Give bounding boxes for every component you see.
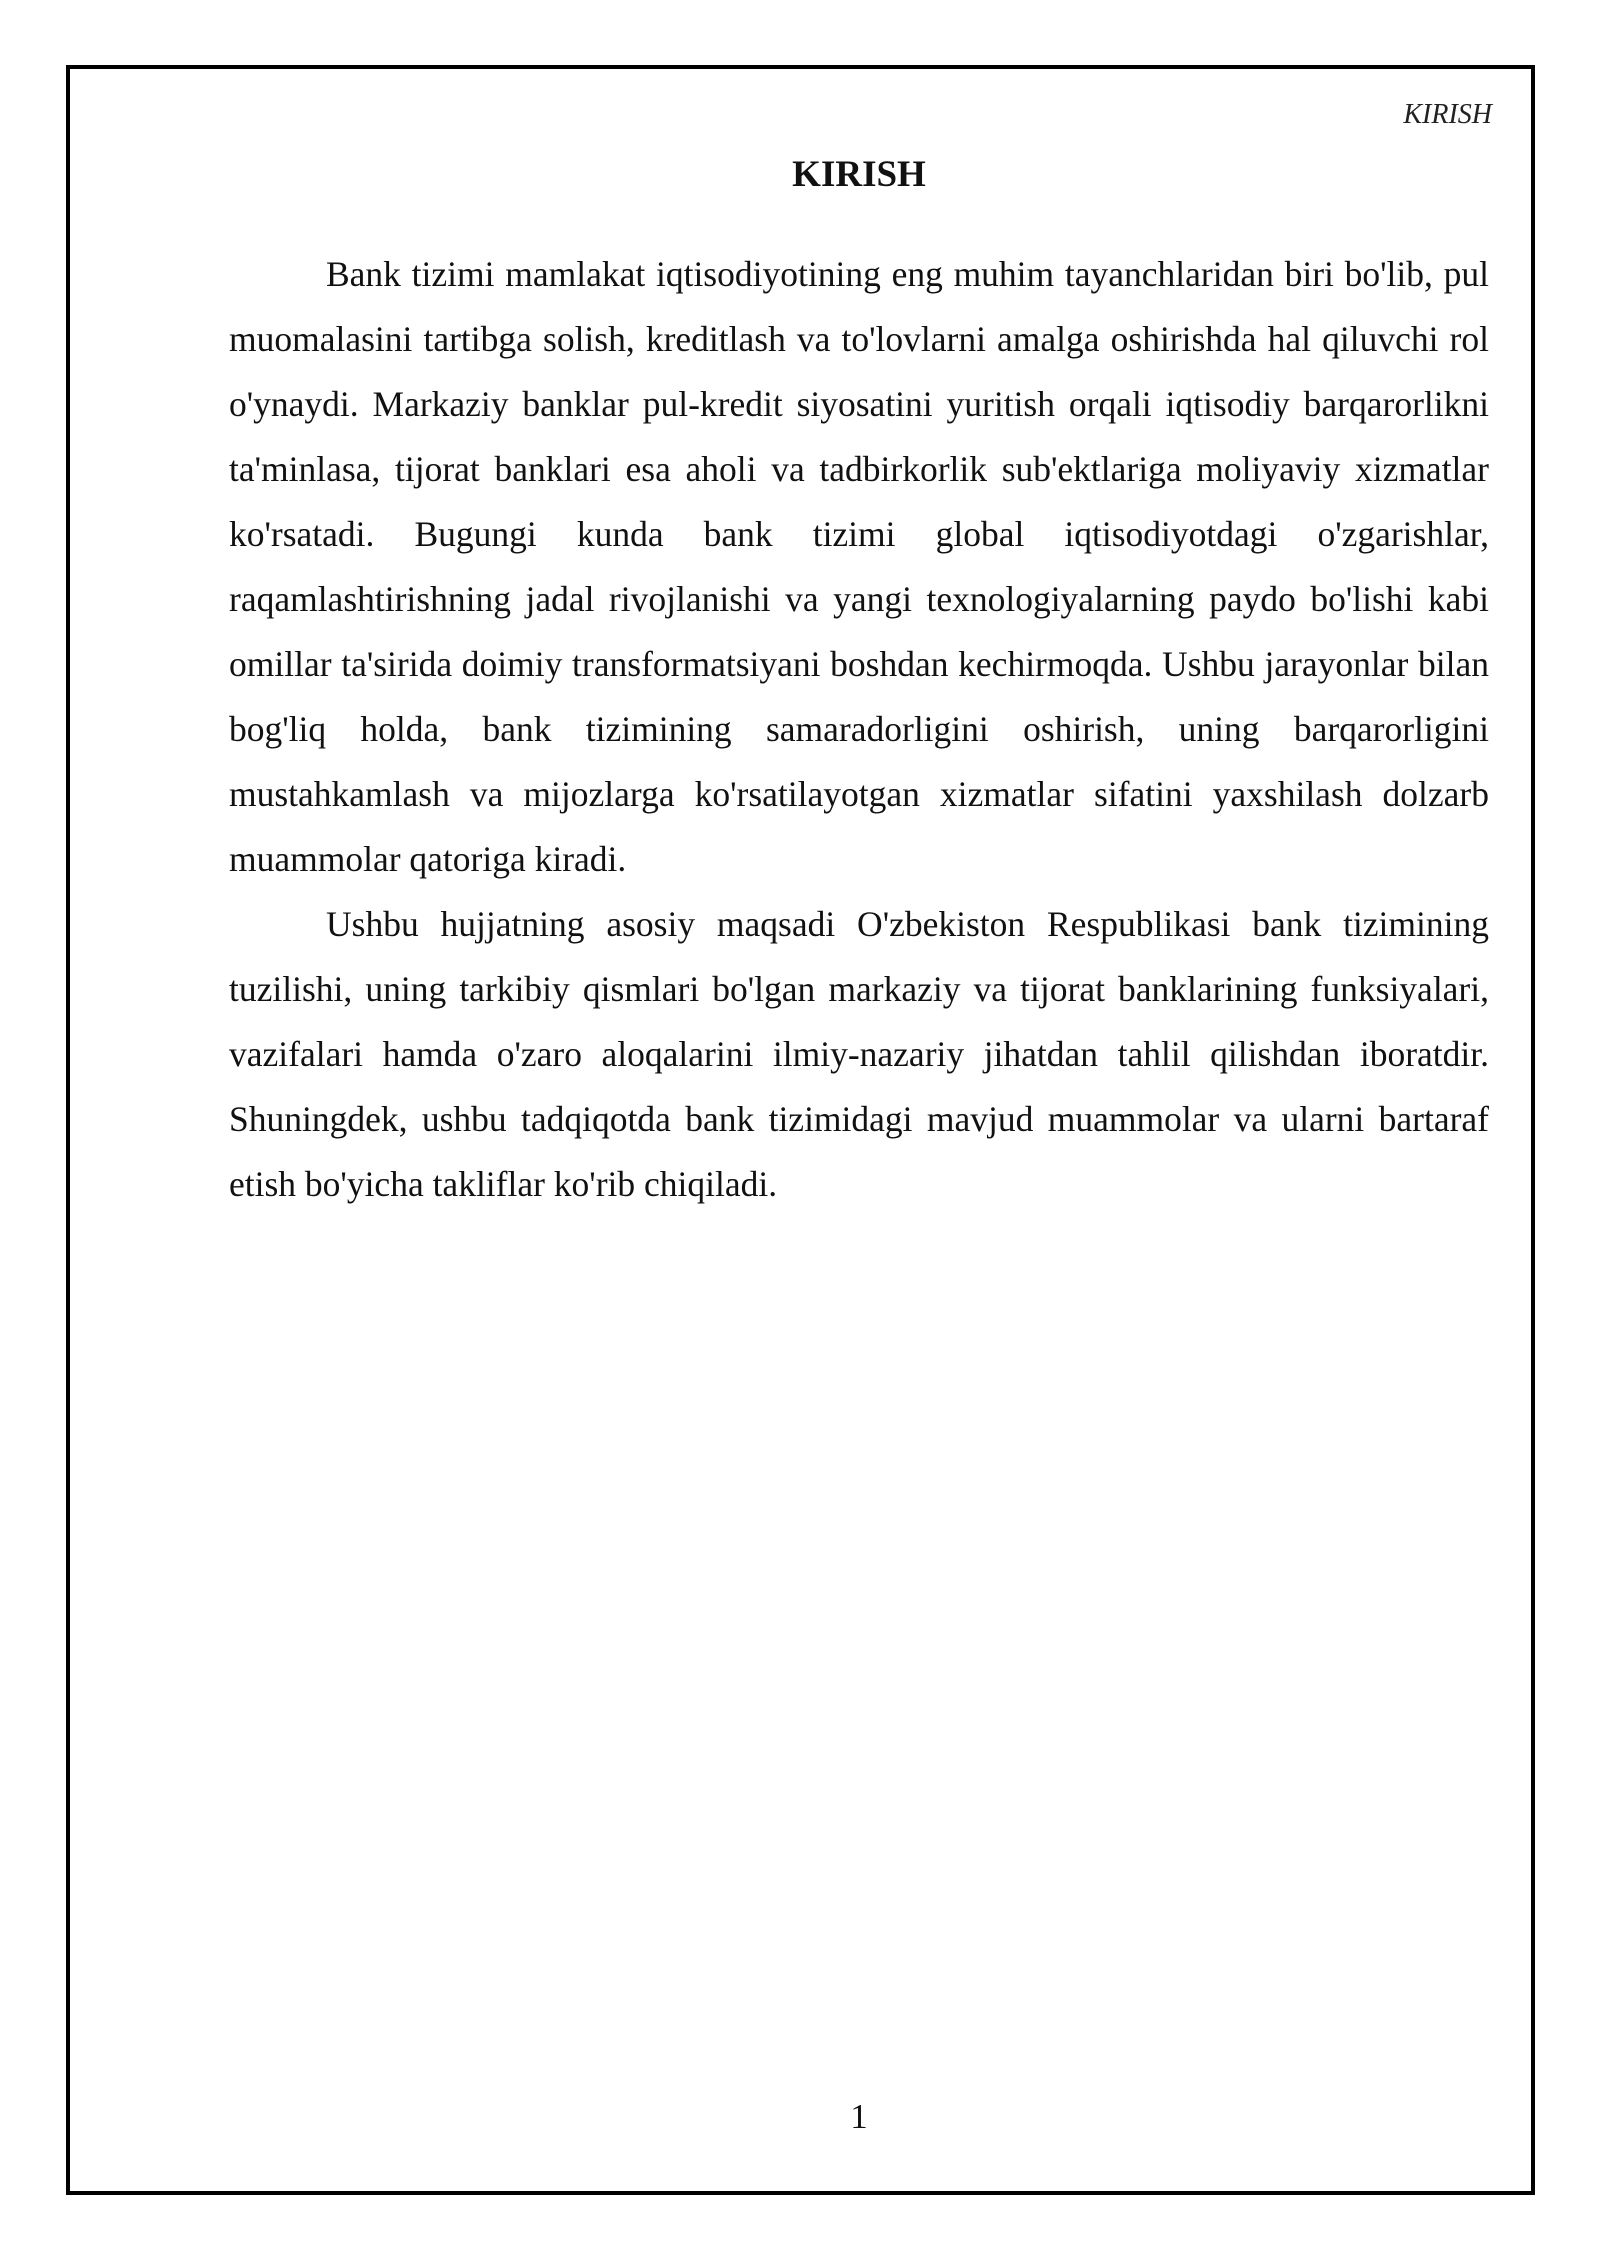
page-number: 1 bbox=[850, 2097, 868, 2136]
body-text bbox=[229, 242, 1489, 1217]
running-header: KIRISH bbox=[1403, 99, 1492, 130]
page-title: KIRISH bbox=[792, 154, 926, 195]
paragraph: Bank tizimi mamlakat iqtisodiyotining eng muhim tayanchlaridan biri bo'lib, pul muomalasini tartibga solish, kreditlash va to'lovlarni amalga oshirishda hal qiluvchi rol o'ynaydi. Markaziy banklar pul-kredit siyosatini yuritish orqali iqtisodiy barqarorlikni ta'minlasa, tijorat banklari esa aholi va tadbirkorlik sub'ektlariga moliyaviy xizmatlar ko'rsatadi. Bugungi kunda bank tizimi global iqtisodiyotdagi o'zgarishlar, raqamlashtirishning jadal rivojlanishi va yangi texnologiyalarning paydo bo'lishi kabi omillar ta'sirida doimiy transformatsiyani boshdan kechirmoqda. Ushbu jarayonlar bilan bog'liq holda, bank tizimining samaradorligini oshirish, uning barqarorligini mustahkamlash va mijozlarga ko'rsatilayotgan xizmatlar sifatini yaxshilash dolzarb muammolar qatoriga kiradi. bbox=[229, 254, 1489, 879]
paragraph: Ushbu hujjatning asosiy maqsadi O'zbekiston Respublikasi bank tizimining tuzilishi, uning tarkibiy qismlari bo'lgan markaziy va tijorat banklarining funksiyalari, vazifalari hamda o'zaro aloqalarini ilmiy-nazariy jihatdan tahlil qilishdan iboratdir. Shuningdek, ushbu tadqiqotda bank tizimidagi mavjud muammolar va ularni bartaraf etish bo'yicha takliflar ko'rib chiqiladi. bbox=[229, 904, 1489, 1204]
